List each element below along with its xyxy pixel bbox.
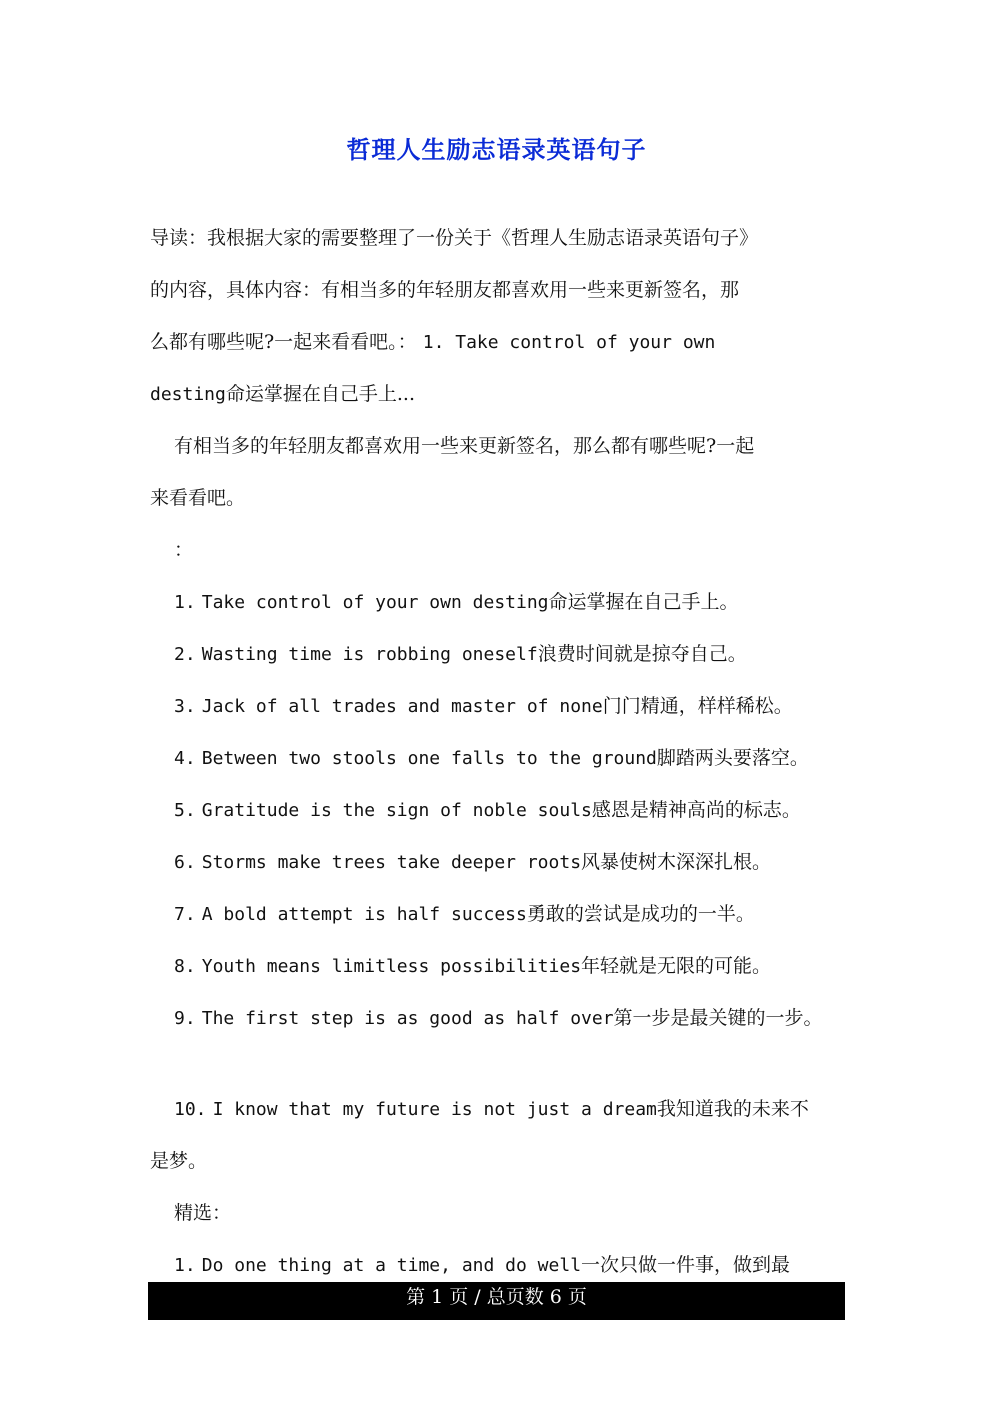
- list-item-number: 7.: [174, 904, 196, 925]
- list-item-chinese: 感恩是精神高尚的标志。: [591, 799, 801, 821]
- list-item-chinese: 风暴使树木深深扎根。: [581, 851, 772, 873]
- list-item-english: Gratitude is the sign of noble souls: [201, 800, 592, 821]
- list-item-number: 8.: [174, 956, 196, 977]
- list-item: [174, 1006, 823, 1031]
- list-item: [174, 642, 747, 667]
- list-item-number: 4.: [174, 748, 196, 769]
- intro-line-4-en: desting: [150, 384, 226, 405]
- list-item-chinese: 年轻就是无限的可能。: [581, 955, 772, 977]
- intro-line-3-cn: 么都有哪些呢?一起来看看吧。：: [150, 331, 417, 353]
- list-item-number: 9.: [174, 1008, 196, 1029]
- colon-line: ：: [174, 539, 194, 561]
- list-item-chinese: 脚踏两头要落空。: [656, 747, 809, 769]
- list-item-english: Do one thing at a time, and do well: [201, 1255, 582, 1276]
- list-item-chinese: 浪费时间就是掠夺自己。: [537, 643, 747, 665]
- list-item-english: Storms make trees take deeper roots: [201, 852, 582, 873]
- list-item-english: Jack of all trades and master of none: [201, 696, 603, 717]
- list-item-10: [174, 1097, 809, 1122]
- list-item-number: 1.: [174, 592, 196, 613]
- list-item-chinese: 勇敢的尝试是成功的一半。: [526, 903, 755, 925]
- intro-line-1: 导读：我根据大家的需要整理了一份关于《哲理人生励志语录英语句子》: [150, 227, 759, 249]
- list-item-chinese: 门门精通，样样稀松。: [602, 695, 793, 717]
- list-item: [174, 954, 771, 979]
- list-item-chinese: 我知道我的未来不: [656, 1098, 809, 1120]
- list-item: [174, 694, 793, 719]
- list-item-english: Youth means limitless possibilities: [201, 956, 582, 977]
- list-item-english: A bold attempt is half success: [201, 904, 527, 925]
- selected-item: [174, 1253, 790, 1278]
- page-footer: [148, 1282, 845, 1320]
- list-item-chinese: 一次只做一件事，做到最: [581, 1254, 791, 1276]
- document-title: 哲理人生励志语录英语句子: [346, 136, 647, 164]
- list-item: [174, 798, 801, 823]
- list-item: [174, 590, 739, 615]
- intro-line-3: [150, 330, 715, 355]
- list-item: [174, 902, 755, 927]
- list-item-number: 10.: [174, 1099, 207, 1120]
- para-line-2: 来看看吧。: [150, 487, 246, 509]
- list-item: [174, 746, 809, 771]
- list-item-number: 6.: [174, 852, 196, 873]
- list-item-number: 5.: [174, 800, 196, 821]
- list-item-english: Take control of your own desting: [201, 592, 549, 613]
- list-item-number: 3.: [174, 696, 196, 717]
- list-item: [174, 850, 771, 875]
- para-line-1: 有相当多的年轻朋友都喜欢用一些来更新签名，那么都有哪些呢?一起: [174, 435, 755, 457]
- list-item-english: The first step is as good as half over: [201, 1008, 614, 1029]
- list-item-english: Between two stools one falls to the ground: [201, 748, 657, 769]
- list-item-chinese: 第一步是最关键的一步。: [613, 1007, 823, 1029]
- list-item-number: 1.: [174, 1255, 196, 1276]
- list-item-chinese: 命运掌握在自己手上。: [548, 591, 739, 613]
- intro-line-3-en: 1. Take control of your own: [422, 332, 716, 353]
- intro-line-4: [150, 382, 415, 407]
- list-item-number: 2.: [174, 644, 196, 665]
- selected-heading: 精选：: [174, 1202, 232, 1224]
- list-item-english: Wasting time is robbing oneself: [201, 644, 538, 665]
- list-item-english: I know that my future is not just a dream: [212, 1099, 657, 1120]
- intro-line-2: 的内容，具体内容：有相当多的年轻朋友都喜欢用一些来更新签名，那: [150, 279, 740, 301]
- intro-line-4-cn: 命运掌握在自己手上...: [225, 383, 415, 405]
- page-number-text: 第 1 页 / 总页数 6 页: [406, 1286, 587, 1308]
- list-item-10-continuation: 是梦。: [150, 1150, 208, 1172]
